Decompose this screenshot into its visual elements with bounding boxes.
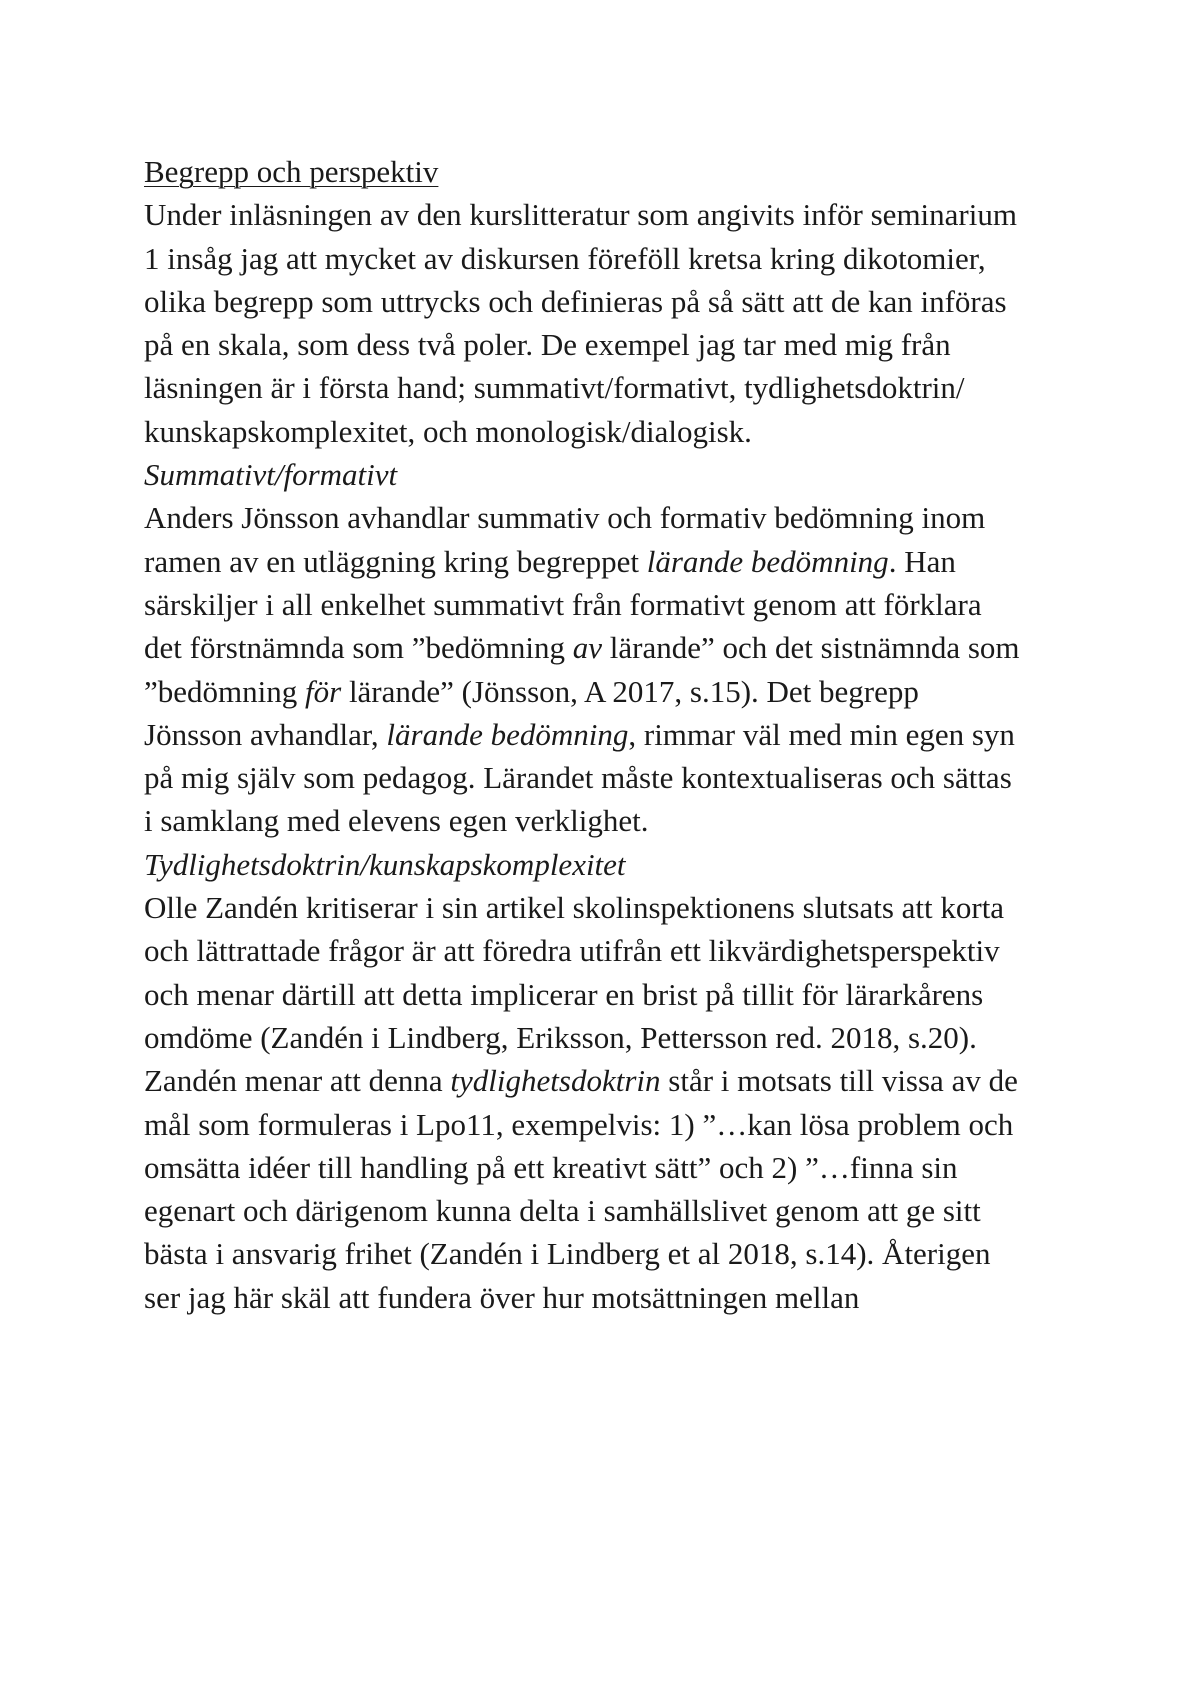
paragraph-line: omdöme (Zandén i Lindberg, Eriksson, Pettersson red. 2018, s.20).: [144, 1019, 977, 1055]
paragraph-line: på mig själv som pedagog. Lärandet måste kontextualiseras och sättas: [144, 760, 1012, 796]
paragraph-line: bästa i ansvarig frihet (Zandén i Lindberg et al 2018, s.14). Återigen: [144, 1236, 991, 1272]
paragraph-line: [144, 670, 1084, 713]
text-run: lärande” och det sistnämnda som: [602, 630, 1020, 666]
paragraph-line: olika begrepp som uttrycks och definieras på så sätt att de kan införas: [144, 283, 1007, 319]
paragraph-line: och lättrattade frågor är att föredra utifrån ett likvärdighetsperspektiv: [144, 933, 1000, 969]
paragraph-line: kunskapskomplexitet, och monologisk/dialogisk.: [144, 413, 752, 449]
paragraph-line: Olle Zandén kritiserar i sin artikel skolinspektionens slutsats att korta: [144, 890, 1005, 926]
paragraph-line: 1 insåg jag att mycket av diskursen föreföll kretsa kring dikotomier,: [144, 240, 986, 276]
paragraph-line: Anders Jönsson avhandlar summativ och formativ bedömning inom: [144, 500, 986, 536]
paragraph-line: Under inläsningen av den kurslitteratur som angivits inför seminarium: [144, 197, 1017, 233]
emphasis-term: lärande bedömning: [386, 716, 629, 752]
paragraph-line: [144, 540, 1084, 583]
paragraph-line: särskiljer i all enkelhet summativt från formativt genom att förklara: [144, 586, 982, 622]
text-run: ramen av en utläggning kring begreppet: [144, 543, 647, 579]
text-run: står i motsats till vissa av de: [660, 1063, 1018, 1099]
paragraph-line: i samklang med elevens egen verklighet.: [144, 803, 649, 839]
paragraph-line: egenart och därigenom kunna delta i samhällslivet genom att ge sitt: [144, 1193, 981, 1229]
text-run: . Han: [888, 543, 956, 579]
paragraph-line: [144, 713, 1084, 756]
paragraph-line: mål som formuleras i Lpo11, exempelvis: 1) ”…kan lösa problem och: [144, 1106, 1014, 1142]
text-run: det förstnämnda som ”bedömning: [144, 630, 573, 666]
text-run: lärande” (Jönsson, A 2017, s.15). Det begrepp: [341, 673, 919, 709]
section-heading-summativt: Summativt/formativt: [144, 457, 398, 493]
text-run: Jönsson avhandlar,: [144, 716, 387, 752]
paragraph-line: läsningen är i första hand; summativt/formativt, tydlighetsdoktrin/: [144, 370, 965, 406]
emphasis-term: tydlighetsdoktrin: [450, 1063, 661, 1099]
section-heading-tydlighetsdoktrin: Tydlighetsdoktrin/kunskapskomplexitet: [144, 846, 626, 882]
paragraph-line: [144, 1059, 1084, 1102]
paragraph-line: på en skala, som dess två poler. De exempel jag tar med mig från: [144, 327, 951, 363]
text-run: ”bedömning: [144, 673, 305, 709]
document-body: [144, 150, 1084, 1319]
emphasis-term: lärande bedömning: [646, 543, 889, 579]
paragraph-line: och menar därtill att detta implicerar en brist på tillit för lärarkårens: [144, 976, 984, 1012]
document-title: Begrepp och perspektiv: [144, 154, 439, 189]
paragraph-line: omsätta idéer till handling på ett kreativt sätt” och 2) ”…finna sin: [144, 1149, 958, 1185]
paragraph-line: ser jag här skäl att fundera över hur motsättningen mellan: [144, 1279, 860, 1315]
emphasis-term: av: [572, 630, 603, 666]
paragraph-line: [144, 626, 1084, 669]
text-run: , rimmar väl med min egen syn: [628, 716, 1015, 752]
emphasis-term: för: [305, 673, 342, 709]
text-run: Zandén menar att denna: [144, 1063, 451, 1099]
